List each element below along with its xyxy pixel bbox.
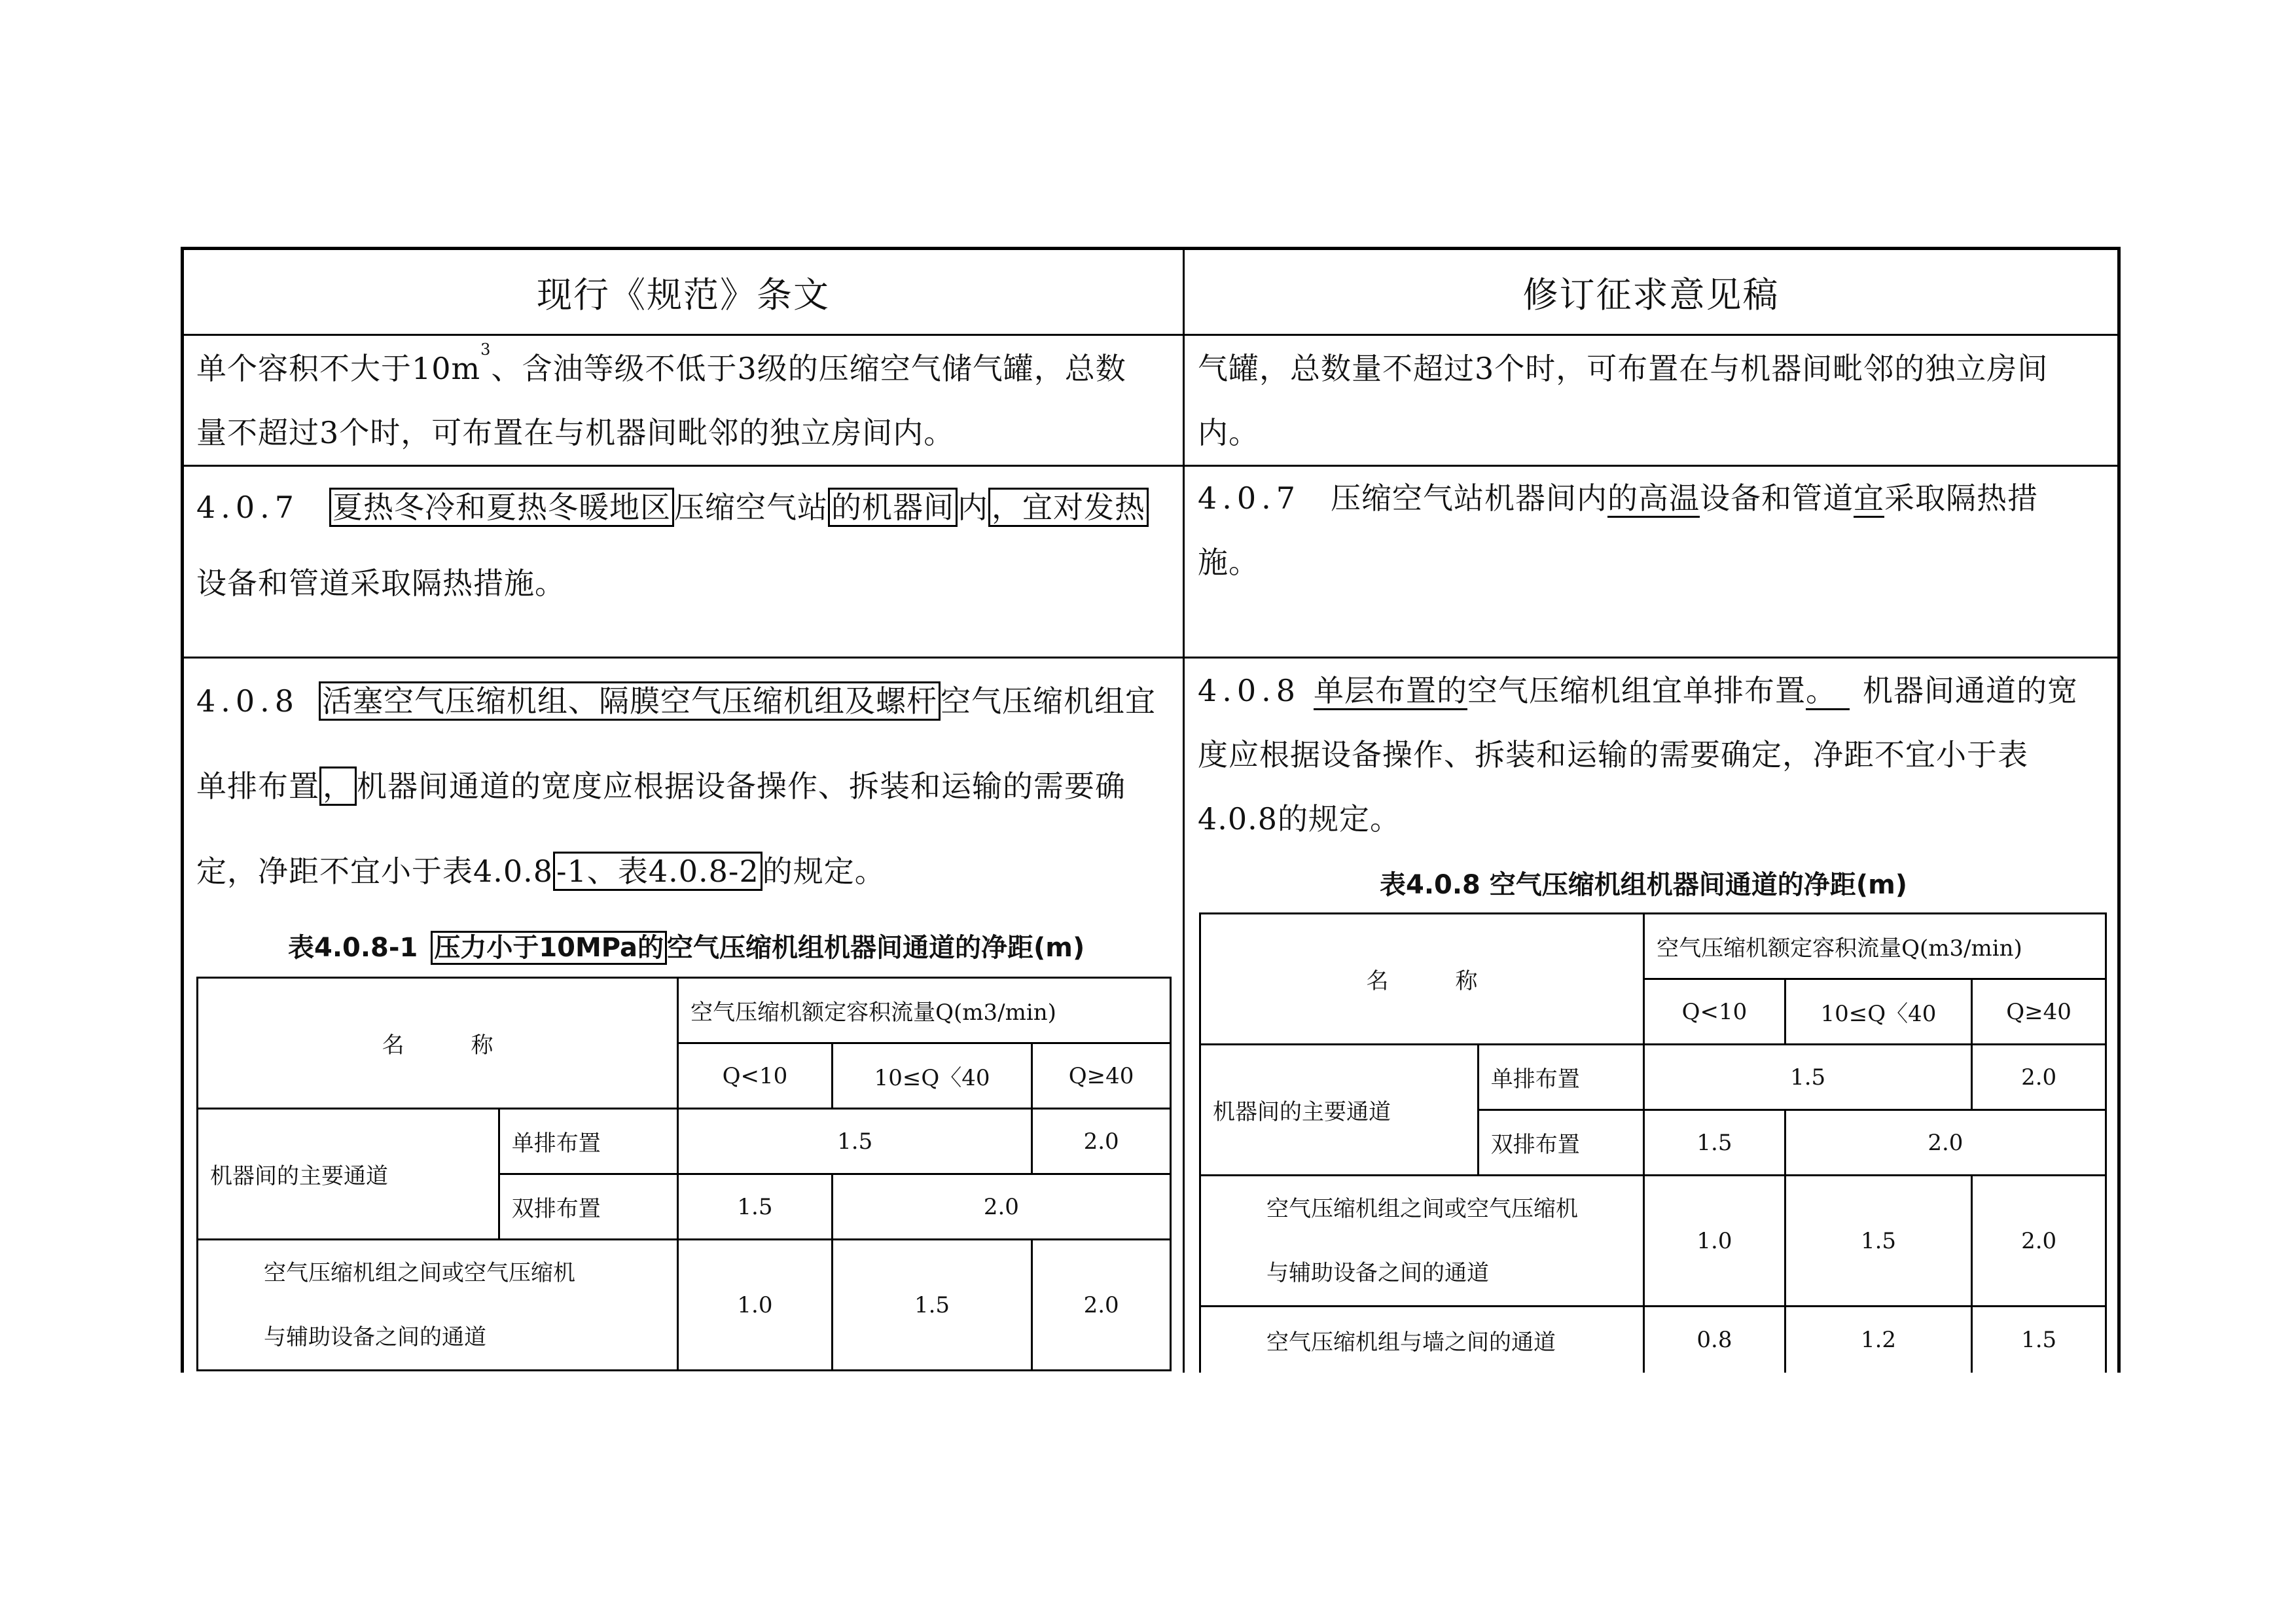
aux-passage-value: 1.0: [1644, 1176, 1785, 1307]
col-header-q-10-40: 10≤Q〈40: [832, 1043, 1031, 1109]
double-row-value: 2.0: [1785, 1110, 2106, 1176]
double-row-label: 双排布置: [1478, 1110, 1643, 1176]
wall-passage-value: 1.2: [1785, 1307, 1971, 1373]
header-rule: [181, 334, 2121, 336]
added-text-underline: 的高温: [1607, 480, 1700, 518]
clause-4-0-8-current-line3: 定，净距不宜小于表4.0.8 -1、表4.0.8-2 的规定。: [196, 839, 886, 903]
name-header: 名 称: [198, 978, 678, 1109]
clause-4-0-8-current-line2: 单排布置 ， 机器间通道的宽度应根据设备操作、拆装和运输的需要确: [196, 754, 1126, 818]
double-row-value: 1.5: [678, 1174, 833, 1240]
main-passage-label: 机器间的主要通道: [198, 1109, 499, 1240]
single-row-value: 2.0: [1972, 1045, 2106, 1110]
added-text-underline: 。: [1806, 673, 1850, 710]
table-4-0-8-1-caption: 表4.0.8-1 压力小于10MPa的 空气压缩机组机器间通道的净距(m): [288, 927, 1085, 964]
single-row-value: 2.0: [1032, 1109, 1171, 1174]
flow-header: 空气压缩机额定容积流量Q(m3/min): [1644, 914, 2106, 979]
row1-left-line1: 单个容积不大于$10m^3$、含油等级不低于3级的压缩空气储气罐，总数: [196, 340, 1126, 386]
double-row-value: 1.5: [1644, 1110, 1785, 1176]
deleted-text-box: 夏热冬冷和夏热冬暖地区: [329, 488, 674, 527]
right-table-clip: [1199, 912, 2107, 1373]
left-table-clip: [196, 977, 1172, 1373]
deleted-text-box: ，: [319, 767, 357, 806]
deleted-text-box: 压力小于10MPa的: [431, 931, 667, 965]
clause-4-0-7-current-line2: 设备和管道采取隔热措施。: [196, 566, 565, 601]
double-row-label: 双排布置: [499, 1174, 677, 1240]
aux-passage-value: 1.5: [1785, 1176, 1971, 1307]
right-clearance-table: [1199, 912, 2107, 1373]
deleted-text-box: ，宜对发热: [988, 488, 1149, 527]
clause-4-0-7-revised-line1: 4.0.7 压缩空气站机器间内的高温设备和管道宜采取隔热措: [1198, 466, 2038, 530]
clause-4-0-8-current-line1: 4.0.8 活塞空气压缩机组、隔膜空气压缩机组及螺杆 空气压缩机组宜: [196, 669, 1156, 733]
right-column-title: 修订征求意见稿: [1522, 274, 1780, 316]
name-header: 名 称: [1200, 914, 1644, 1045]
wall-passage-value: 0.8: [1644, 1307, 1785, 1373]
row1-right-line1: 气罐，总数量不超过3个时，可布置在与机器间毗邻的独立房间: [1198, 351, 2049, 386]
added-text-underline: 单层布置的: [1314, 673, 1467, 710]
deleted-text-box: 活塞空气压缩机组、隔膜空气压缩机组及螺杆: [319, 681, 941, 721]
wall-passage-label: 空气压缩机组与墙之间的通道: [1200, 1307, 1644, 1373]
double-row-value: 2.0: [832, 1174, 1170, 1240]
row1-left-line2: 量不超过3个时，可布置在与机器间毗邻的独立房间内。: [196, 415, 955, 450]
col-header-q-ge-40: Q≥40: [1972, 979, 2106, 1045]
table-4-0-8-caption: 表4.0.8 空气压缩机组机器间通道的净距(m): [1380, 870, 1908, 900]
main-passage-label: 机器间的主要通道: [1200, 1045, 1479, 1176]
left-clearance-table: [196, 977, 1172, 1371]
flow-header: 空气压缩机额定容积流量Q(m3/min): [678, 978, 1171, 1043]
col-header-q-lt-10: Q<10: [678, 1043, 833, 1109]
single-row-value: 1.5: [678, 1109, 1032, 1174]
clause-4-0-8-revised-line2: 度应根据设备操作、拆装和运输的需要确定，净距不宜小于表: [1198, 737, 2028, 772]
clause-4-0-7-current-line1: 4.0.7 夏热冬冷和夏热冬暖地区 压缩空气站 的机器间 内 ，宜对发热: [196, 475, 1149, 539]
row1-right-line2: 内。: [1198, 415, 1259, 450]
aux-passage-label: 空气压缩机组之间或空气压缩机 与辅助设备之间的通道: [198, 1240, 678, 1371]
added-text-underline: 宜: [1854, 480, 1884, 518]
col-header-q-lt-10: Q<10: [1644, 979, 1785, 1045]
left-column-title: 现行《规范》条文: [537, 274, 830, 316]
single-row-value: 1.5: [1644, 1045, 1972, 1110]
aux-passage-value: 1.0: [678, 1240, 833, 1371]
clause-4-0-8-revised-line1: 4.0.8 单层布置的空气压缩机组宜单排布置。 机器间通道的宽: [1198, 659, 2078, 723]
col-header-q-10-40: 10≤Q〈40: [1785, 979, 1971, 1045]
single-row-label: 单排布置: [499, 1109, 677, 1174]
col-header-q-ge-40: Q≥40: [1032, 1043, 1171, 1109]
clause-4-0-7-revised-line2: 施。: [1198, 545, 1259, 580]
clause-4-0-8-revised-line3: 4.0.8的规定。: [1198, 801, 1401, 837]
single-row-label: 单排布置: [1478, 1045, 1643, 1110]
wall-passage-value: 1.5: [1972, 1307, 2106, 1373]
aux-passage-label: 空气压缩机组之间或空气压缩机 与辅助设备之间的通道: [1200, 1176, 1644, 1307]
deleted-text-box: 的机器间: [828, 488, 958, 527]
column-divider: [1183, 247, 1185, 1373]
deleted-text-box: -1、表4.0.8-2: [553, 852, 762, 891]
aux-passage-value: 2.0: [1032, 1240, 1171, 1371]
aux-passage-value: 2.0: [1972, 1176, 2106, 1307]
aux-passage-value: 1.5: [832, 1240, 1031, 1371]
